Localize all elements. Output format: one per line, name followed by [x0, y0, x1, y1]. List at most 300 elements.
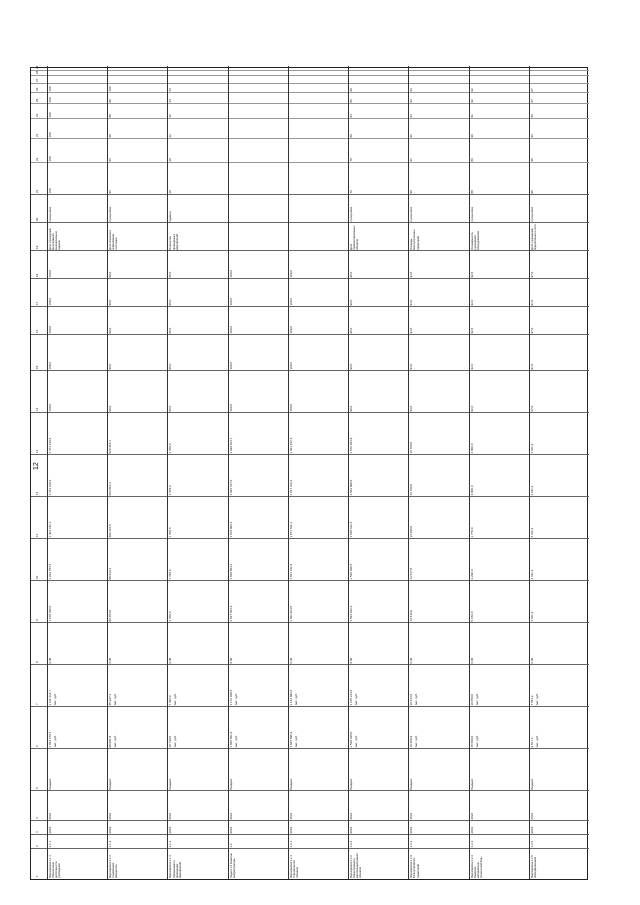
table-cell: 2019 [48, 826, 52, 834]
table-cell: 97,0 [529, 271, 534, 278]
table-cell: 1 709,6 [168, 611, 173, 622]
table-cell: 1 817 654,4 [228, 605, 233, 622]
table-cell: 4 611,2 [529, 569, 534, 580]
table-cell: 16 600,9 [409, 735, 414, 748]
table-cell: 100 [48, 156, 52, 162]
table-cell-unit: тыс. руб. [233, 693, 238, 706]
table-cell-unit: тыс. руб. [534, 735, 539, 748]
table-cell-unit: тыс. руб. [113, 735, 118, 748]
table-cell: 1 548 325,0 [349, 731, 354, 748]
table-cell: 95,0 [168, 405, 173, 412]
table-cell: 100,0 [288, 269, 293, 278]
column-number: 5 [35, 787, 39, 789]
table-cell: 100,0 [228, 403, 233, 412]
table-cell: 2024 [469, 812, 474, 820]
column-divider [31, 103, 589, 104]
indicator-name: Доля объектов в нормативном состоянии [109, 230, 119, 250]
table-cell: 92 [409, 134, 414, 138]
table-cell: 503 816,4 [108, 482, 113, 496]
table-cell: 4 611,2 [529, 527, 534, 538]
table-cell: 1 535 408,6 [349, 563, 354, 580]
table-cell: 100,0 [48, 269, 52, 278]
table-cell: 97,0 [529, 327, 534, 334]
column-number: 18 [35, 273, 39, 277]
table-cell: 32 [168, 134, 173, 138]
table-cell: 520 315,3 [108, 440, 113, 454]
table-cell: 97 [529, 99, 534, 103]
table-cell: 96 [529, 114, 534, 118]
table-cell: 5 150,0 [469, 611, 474, 622]
row-divider [228, 66, 229, 879]
column-divider [31, 748, 589, 749]
column-number: 1 [35, 875, 39, 877]
table-cell: 97,0 [529, 405, 534, 412]
table-cell: 95,0 [168, 327, 173, 334]
table-cell: 100 [108, 86, 113, 92]
column-divider [31, 412, 589, 413]
table-cell: 97,0 [529, 363, 534, 370]
table-cell: процентов [529, 206, 534, 222]
table-cell-unit: тыс. руб. [293, 693, 298, 706]
table-cell: 1.2.4 [469, 840, 474, 848]
table-cell: 93,0 [409, 327, 414, 334]
column-divider [31, 848, 589, 849]
table-cell-unit: тыс. руб. [354, 735, 359, 748]
table-cell: Бюджет [349, 778, 354, 790]
table-cell: 96 [108, 158, 113, 162]
table-cell: 15 000,0 [469, 735, 474, 748]
table-cell: 2024 [48, 812, 52, 820]
column-divider [31, 334, 589, 335]
column-number: 29 [35, 65, 39, 69]
table-cell: 2024 [168, 812, 173, 820]
table-cell: 1 929 814,7 [228, 437, 233, 454]
table-cell: 93 [409, 114, 414, 118]
table-cell: 98 081,8 [108, 735, 113, 748]
table-cell: 2024 [228, 812, 233, 820]
column-divider [31, 580, 589, 581]
table-cell: 80 [349, 134, 354, 138]
table-cell: 2019 [228, 826, 233, 834]
table-cell-unit: тыс. руб. [474, 693, 479, 706]
table-cell: 1.1.1 [48, 840, 52, 848]
page-number: 12 [33, 462, 40, 470]
table-cell: Бюджет [288, 778, 293, 790]
column-number: 7 [35, 703, 39, 705]
table-cell: 91 [409, 158, 414, 162]
row-note: Мероприятие 1.2.5 Информатизация [530, 855, 537, 878]
table-cell: 100,0 [228, 297, 233, 306]
table-cell: 2024 [409, 812, 414, 820]
table-cell: 16 700,0 [409, 441, 414, 454]
table-cell: 1 865 401,6 [228, 731, 233, 748]
table-cell: 1 841 612,4 [288, 563, 293, 580]
column-divider [31, 194, 589, 195]
table-cell: 2019 [288, 826, 293, 834]
table-cell: 1.2.5 [529, 840, 534, 848]
indicator-name: Площадь благоустроенных территорий [410, 229, 420, 250]
table-cell: 10 749,5 [168, 735, 173, 748]
table-cell: 90,0 [349, 327, 354, 334]
table-cell: 90 [409, 190, 414, 194]
column-divider [31, 92, 589, 93]
table-cell: 96 [108, 190, 113, 194]
column-number: 22 [35, 157, 39, 161]
table-cell: 96 [529, 134, 534, 138]
column-number: 27 [35, 78, 39, 82]
column-divider [31, 706, 589, 707]
table-cell: 1 964 479,1 [48, 731, 52, 748]
column-divider [31, 454, 589, 455]
column-number: 12 [35, 491, 39, 495]
column-number: 3 [35, 831, 39, 833]
table-cell-unit: тыс. руб. [474, 735, 479, 748]
row-note: Мероприятие 1.1.2 Содержание имущества [109, 855, 119, 878]
table-cell: 100 [48, 188, 52, 194]
table-cell: Бюджет [48, 778, 52, 790]
column-number: 11 [35, 533, 39, 537]
table-cell: 90,0 [349, 405, 354, 412]
table-cell: 90,0 [349, 299, 354, 306]
column-number: 14 [35, 407, 39, 411]
table-cell: 19 413,0 [409, 693, 414, 706]
table-cell: 2019 [409, 826, 414, 834]
table-cell: 1 111 614,7 [48, 690, 52, 706]
row-note: Мероприятие 1.2.4 Развитие материально-технической базы [470, 855, 483, 878]
table-cell: 1 921 512,4 [288, 437, 293, 454]
table-cell: 2019 [529, 826, 534, 834]
table-cell: 92,0 [469, 299, 474, 306]
column-divider [31, 664, 589, 665]
table-cell: 0,00 [288, 657, 293, 664]
table-cell: 1 709,6 [168, 443, 173, 454]
indicator-name: Доля учреждений, выполнивших муниципальное задание [49, 227, 62, 250]
table-cell-unit: тыс. руб. [414, 735, 419, 748]
table-cell: 100,0 [48, 403, 52, 412]
table-cell: 1 232 754,4 [48, 563, 52, 580]
table-cell: 92 [469, 88, 474, 92]
table-cell: 95,0 [168, 271, 173, 278]
table-cell-unit: тыс. руб. [173, 693, 178, 706]
table-cell: 100,0 [228, 269, 233, 278]
table-cell: процентов [48, 206, 52, 222]
table-cell: 93,0 [409, 299, 414, 306]
table-cell: 88 013,3 [108, 567, 113, 580]
table-cell-unit: тыс. руб. [113, 693, 118, 706]
table-cell: 13 516,0 [409, 609, 414, 622]
table-cell: 7 356,0 [168, 695, 173, 706]
column-number: 6 [35, 745, 39, 747]
table-cell: 97,0 [529, 299, 534, 306]
table-cell: 4 000,0 [469, 485, 474, 496]
table-cell: процентов [108, 206, 113, 222]
column-divider [31, 222, 589, 223]
table-cell: 45 327,1 [108, 693, 113, 706]
column-divider [31, 538, 589, 539]
table-cell: 3 290,0 [469, 569, 474, 580]
table-cell: 490 121,5 [108, 524, 113, 538]
column-divider [31, 306, 589, 307]
table-cell: 93,0 [409, 405, 414, 412]
table-cell: 95,0 [168, 299, 173, 306]
table-cell: 4 611,2 [529, 443, 534, 454]
table-cell: 100,0 [288, 325, 293, 334]
column-number: 24 [35, 113, 39, 117]
table-cell-unit: тыс. руб. [534, 693, 539, 706]
table-cell: 99,0 [108, 271, 113, 278]
table-cell: 1 168 456,0 [48, 605, 52, 622]
table-cell: 93,0 [409, 363, 414, 370]
table-cell: 2019 [108, 826, 113, 834]
table-cell: 99,0 [108, 405, 113, 412]
table-cell: 1 917 316,2 [288, 479, 293, 496]
table-cell: 97 [529, 88, 534, 92]
table-cell: 100 [48, 86, 52, 92]
table-cell: 1 562 008,0 [349, 479, 354, 496]
indicator-name: Доля отремонтированных объектов [350, 225, 360, 250]
table-cell: 90,0 [349, 363, 354, 370]
table-cell: Бюджет [228, 778, 233, 790]
indicator-name: Доля учреждений, подключённых к сети [530, 224, 537, 250]
table-cell: 95 [529, 158, 534, 162]
column-divider [31, 496, 589, 497]
table-cell: 93 [409, 99, 414, 103]
table-cell: 13 517,8 [409, 567, 414, 580]
table-cell: 90,0 [349, 271, 354, 278]
column-number: 8 [35, 661, 39, 663]
row-divider [107, 66, 108, 879]
table-cell: 4 611,2 [529, 485, 534, 496]
table-cell: 2024 [108, 812, 113, 820]
table-cell: 93,0 [409, 271, 414, 278]
table-cell: 100,0 [48, 325, 52, 334]
table-cell-unit: тыс. руб. [53, 735, 57, 748]
table-cell: 1 811 924,5 [288, 605, 293, 622]
table-cell: 32 [168, 114, 173, 118]
table-cell: 2024 [288, 812, 293, 820]
table-cell: 89 [469, 158, 474, 162]
table-cell: 88 [469, 190, 474, 194]
row-note: Мероприятие 1.1.1 Обеспечение деятельности учреждений [49, 855, 62, 878]
table-cell: Бюджет [529, 778, 534, 790]
table-cell: 1 524 012,6 [349, 605, 354, 622]
table-cell: 14 250,0 [409, 525, 414, 538]
table-cell: 98 [108, 114, 113, 118]
table-cell: 1.2.2 [349, 840, 354, 848]
table-cell: 92,0 [469, 271, 474, 278]
table-cell: 34 [168, 88, 173, 92]
table-cell: 92 [469, 99, 474, 103]
column-divider [31, 834, 589, 835]
column-number: 19 [35, 245, 39, 249]
table-cell: 4 000,0 [469, 443, 474, 454]
column-number: 17 [35, 301, 39, 305]
row-divider [529, 66, 530, 879]
column-number: 13 [35, 449, 39, 453]
table-cell: 100,0 [288, 361, 293, 370]
table-cell: 7 651,2 [529, 695, 534, 706]
table-cell: 1 373 219,6 [48, 479, 52, 496]
table-cell: 100,0 [288, 403, 293, 412]
table-cell: 95 [529, 190, 534, 194]
column-number: 26 [35, 87, 39, 91]
table-cell: 90 [349, 88, 354, 92]
table-cell: 1 846 895,2 [288, 731, 293, 748]
row-divider [348, 66, 349, 879]
table-cell: 100,0 [228, 361, 233, 370]
row-divider [288, 66, 289, 879]
table-cell-unit: тыс. руб. [173, 735, 178, 748]
table-cell: 90 [469, 134, 474, 138]
table-cell: 0,00 [228, 657, 233, 664]
table-cell: 100,0 [228, 325, 233, 334]
table-cell: 93 [409, 88, 414, 92]
table-cell: 84 [349, 114, 354, 118]
table-cell: процентов [409, 206, 414, 222]
table-cell: 99,0 [108, 299, 113, 306]
row-note: Задача 1.2 Развитие инфраструктуры [229, 853, 236, 878]
table-cell: 100,0 [48, 297, 52, 306]
table-cell: 99,0 [108, 363, 113, 370]
column-divider [31, 75, 589, 76]
column-number: 16 [35, 329, 39, 333]
table-cell-unit: тыс. руб. [53, 693, 57, 706]
table-cell: 1.2.3 [409, 840, 414, 848]
indicator-name: Оснащённость учреждений оборудованием [470, 231, 480, 250]
table-cell: 3 770,0 [469, 527, 474, 538]
table-cell: 0,00 [349, 657, 354, 664]
table-cell: 99,0 [108, 327, 113, 334]
table-cell: 100,0 [288, 297, 293, 306]
table-cell: 1 709,6 [168, 527, 173, 538]
row-divider [469, 66, 470, 879]
column-divider [31, 370, 589, 371]
table-cell: 1 164 893,6 [288, 689, 293, 706]
table-cell: Бюджет [168, 778, 173, 790]
table-cell: 100,0 [48, 361, 52, 370]
column-divider [31, 622, 589, 623]
data-table [30, 67, 588, 880]
table-cell: 95,0 [168, 363, 173, 370]
table-cell: 0,00 [168, 657, 173, 664]
table-cell-unit: тыс. руб. [293, 735, 298, 748]
column-number: 20 [35, 217, 39, 221]
column-divider [31, 118, 589, 119]
column-divider [31, 70, 589, 71]
table-cell: 1 145 214,0 [349, 689, 354, 706]
table-cell: 1.1.3 [168, 840, 173, 848]
table-cell-unit: тыс. руб. [414, 693, 419, 706]
table-cell: процентов [469, 206, 474, 222]
table-cell: 4 611,2 [529, 611, 534, 622]
table-cell: 99 [108, 99, 113, 103]
table-cell: 0,00 [469, 657, 474, 664]
table-cell: 1 303 441,1 [48, 521, 52, 538]
table-cell: 1 373 219,6 [48, 437, 52, 454]
column-divider [31, 820, 589, 821]
rotated-table [30, 67, 588, 880]
row-note: Мероприятие 1.1.3 Организация и проведение мероприятий [169, 855, 182, 878]
table-cell: 92,0 [469, 327, 474, 334]
table-cell: единиц [168, 211, 173, 222]
table-cell-unit: тыс. руб. [233, 735, 238, 748]
table-cell: 1 849 854,3 [228, 563, 233, 580]
table-cell: 91 [469, 114, 474, 118]
column-number: 25 [35, 98, 39, 102]
column-divider [31, 138, 589, 139]
table-cell: 1 879 009,1 [228, 521, 233, 538]
column-number: 9 [35, 619, 39, 621]
column-number: 28 [35, 70, 39, 74]
table-cell: 0,00 [108, 657, 113, 664]
table-cell: 100 [48, 112, 52, 118]
table-cell: 1 709,6 [168, 569, 173, 580]
table-cell: 2019 [349, 826, 354, 834]
column-divider [31, 162, 589, 163]
table-cell: 100 [48, 132, 52, 138]
column-divider [31, 250, 589, 251]
table-cell: 0,00 [48, 657, 52, 664]
table-cell: 1 570 204,8 [349, 437, 354, 454]
table-cell: 1 709,6 [168, 485, 173, 496]
table-cell: 1 172 948,6 [228, 689, 233, 706]
table-cell: 2019 [168, 826, 173, 834]
table-cell: 1 548 612,4 [349, 521, 354, 538]
table-cell: 86 654,0 [108, 609, 113, 622]
table-cell: 92,0 [469, 405, 474, 412]
table-cell: 0,00 [409, 657, 414, 664]
table-cell: процентов [349, 206, 354, 222]
table-cell: 78 [349, 158, 354, 162]
table-cell: 2024 [349, 812, 354, 820]
table-cell: 16 700,0 [409, 483, 414, 496]
row-divider [408, 66, 409, 879]
column-divider [31, 790, 589, 791]
column-number: 15 [35, 365, 39, 369]
indicator-name: Количество проведённых мероприятий [169, 233, 179, 250]
table-cell: 76 [349, 190, 354, 194]
table-cell: 0,00 [529, 657, 534, 664]
column-number: 23 [35, 133, 39, 137]
table-cell: 100 [48, 97, 52, 103]
table-cell: 1.1.2 [108, 840, 113, 848]
table-cell: 86 [349, 99, 354, 103]
column-number: 21 [35, 189, 39, 193]
column-number: 10 [35, 575, 39, 579]
table-cell: 30 [168, 190, 173, 194]
row-note: Мероприятие 1.2.3 Благоустройство территорий [410, 855, 420, 878]
table-cell: 2024 [529, 812, 534, 820]
table-cell: 2019 [469, 826, 474, 834]
row-divider [167, 66, 168, 879]
row-note: Мероприятие 1.2.1 Строительство объектов [289, 855, 300, 878]
table-cell: 98 [108, 134, 113, 138]
table-cell: Бюджет [469, 778, 474, 790]
table-cell: 9 817,4 [529, 737, 534, 748]
table-cell: 1.2 [228, 843, 233, 848]
table-cell: 1 925 417,0 [228, 479, 233, 496]
table-cell: 10 650,0 [469, 693, 474, 706]
table-cell: 1 871 611,1 [288, 521, 293, 538]
table-cell: 34 [168, 99, 173, 103]
table-cell: Бюджет [108, 778, 113, 790]
table-cell: 1.2.1 [288, 840, 293, 848]
row-note: Мероприятие 1.2.2 Реконструкция и капитальный ремонт объектов [350, 852, 363, 878]
table-cell: 92,0 [469, 363, 474, 370]
table-cell: Бюджет [409, 778, 414, 790]
table-cell-unit: тыс. руб. [354, 693, 359, 706]
column-number: 4 [35, 817, 39, 819]
